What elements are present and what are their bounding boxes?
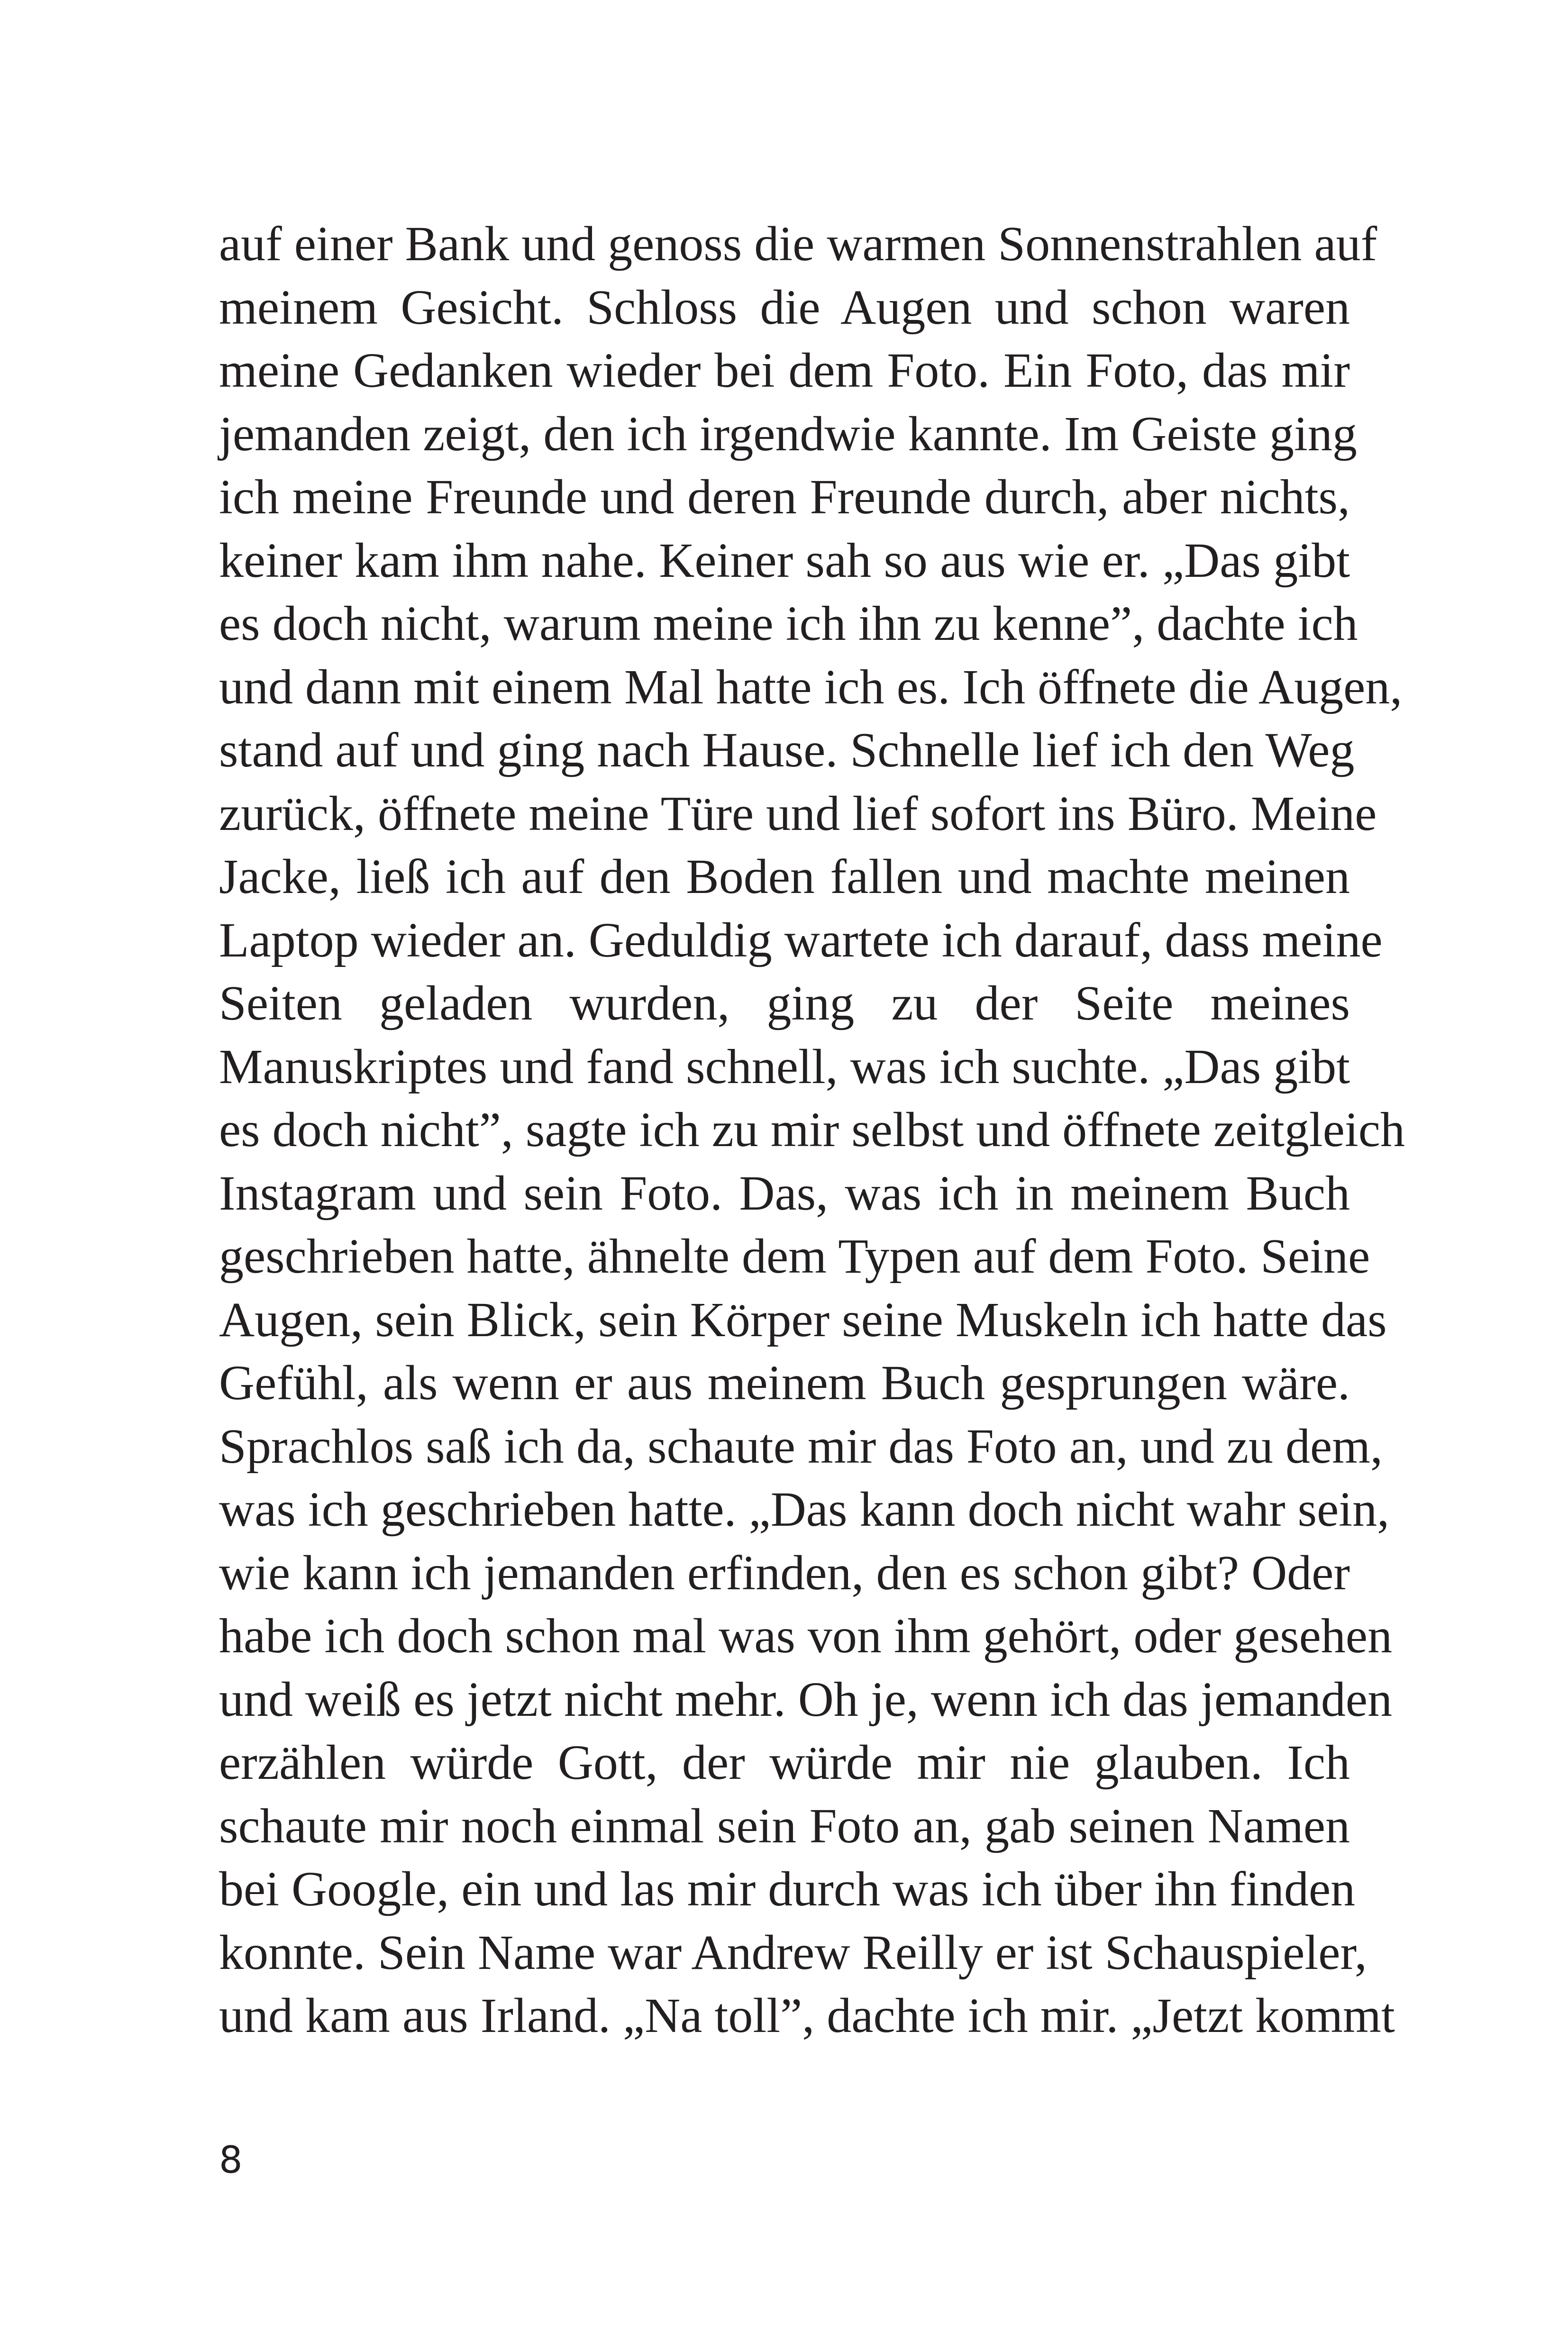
text-line: meinem Gesicht. Schloss die Augen und schon waren xyxy=(219,280,1350,335)
text-line: ich meine Freunde und deren Freunde durch, aber nichts, xyxy=(219,470,1350,524)
text-line: es doch nicht, warum meine ich ihn zu kenne”, dachte ich xyxy=(219,596,1358,651)
text-line: und weiß es jetzt nicht mehr. Oh je, wenn ich das jemanden xyxy=(219,1672,1393,1727)
text-line: jemanden zeigt, den ich irgendwie kannte. Im Geiste ging xyxy=(219,406,1357,461)
text-line: stand auf und ging nach Hause. Schnelle lief ich den Weg xyxy=(219,723,1355,777)
text-line: meine Gedanken wieder bei dem Foto. Ein Foto, das mir xyxy=(219,343,1350,398)
text-line: Jacke, ließ ich auf den Boden fallen und machte meinen xyxy=(219,849,1350,904)
text-line: es doch nicht”, sagte ich zu mir selbst und öffnete zeitgleich xyxy=(219,1102,1405,1157)
text-line: auf einer Bank und genoss die warmen Sonnenstrahlen auf xyxy=(219,217,1377,271)
text-line: erzählen würde Gott, der würde mir nie glauben. Ich xyxy=(219,1735,1350,1790)
text-line: keiner kam ihm nahe. Keiner sah so aus wie er. „Das gibt xyxy=(219,533,1350,588)
page-number: 8 xyxy=(219,2139,243,2182)
text-line: schaute mir noch einmal sein Foto an, gab seinen Namen xyxy=(219,1798,1350,1853)
text-line: Seiten geladen wurden, ging zu der Seite meines xyxy=(219,976,1350,1030)
text-line: zurück, öffnete meine Türe und lief sofort ins Büro. Meine xyxy=(219,786,1377,841)
text-line: Instagram und sein Foto. Das, was ich in meinem Buch xyxy=(219,1166,1350,1221)
body-text xyxy=(219,212,1405,2048)
text-line: habe ich doch schon mal was von ihm gehört, oder gesehen xyxy=(219,1609,1393,1663)
text-line: Laptop wieder an. Geduldig wartete ich darauf, dass meine xyxy=(219,912,1383,967)
text-line: Manuskriptes und fand schnell, was ich suchte. „Das gibt xyxy=(219,1039,1350,1094)
text-line: was ich geschrieben hatte. „Das kann doch nicht wahr sein, xyxy=(219,1482,1390,1537)
text-line: und kam aus Irland. „Na toll”, dachte ich mir. „Jetzt kommt xyxy=(219,1988,1395,2043)
text-line: Augen, sein Blick, sein Körper seine Muskeln ich hatte das xyxy=(219,1292,1387,1347)
text-line: bei Google, ein und las mir durch was ich über ihn finden xyxy=(219,1862,1356,1916)
text-line: und dann mit einem Mal hatte ich es. Ich öffnete die Augen, xyxy=(219,659,1403,714)
text-line: geschrieben hatte, ähnelte dem Typen auf dem Foto. Seine xyxy=(219,1229,1370,1284)
text-line: Sprachlos saß ich da, schaute mir das Foto an, und zu dem, xyxy=(219,1419,1383,1474)
text-line: konnte. Sein Name war Andrew Reilly er ist Schauspieler, xyxy=(219,1925,1367,1980)
text-line: wie kann ich jemanden erfinden, den es schon gibt? Oder xyxy=(219,1545,1350,1600)
text-line: Gefühl, als wenn er aus meinem Buch gesprungen wäre. xyxy=(219,1356,1350,1410)
